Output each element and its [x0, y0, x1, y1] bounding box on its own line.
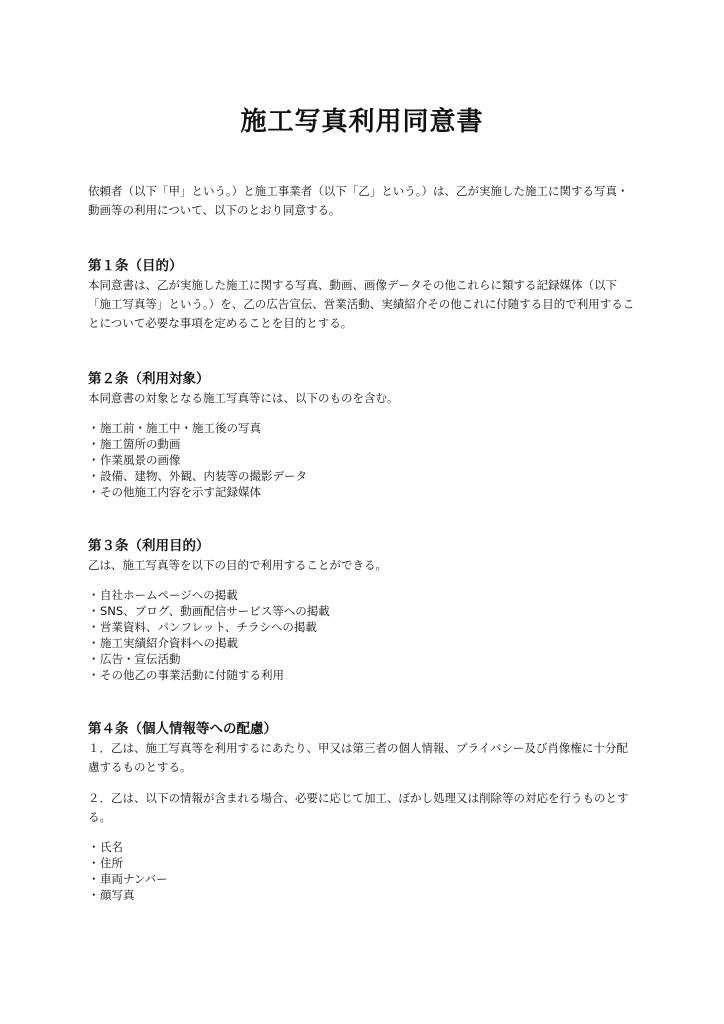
list-item-text: 営業資料、パンフレット、チラシへの掲載	[100, 620, 317, 634]
bullet-mark: ・	[88, 652, 100, 666]
list-item	[88, 855, 636, 871]
article-heading: 第４条（個人情報等への配慮）	[88, 721, 277, 737]
bullet-mark: ・	[88, 469, 100, 483]
article-4	[88, 719, 636, 903]
bullet-mark: ・	[88, 668, 100, 682]
list-item	[88, 452, 636, 468]
bullet-mark: ・	[88, 888, 100, 902]
article-body	[88, 739, 636, 827]
list-item	[88, 468, 636, 484]
article-heading: 第３条（利用目的）	[88, 538, 210, 554]
document-title: 施工写真利用同意書	[240, 107, 484, 137]
bullet-mark: ・	[88, 604, 100, 618]
article-paragraph: ２．乙は、以下の情報が含まれる場合、必要に応じて加工、ぼかし処理又は削除等の対応を行うものとする。	[88, 791, 629, 824]
bullet-mark: ・	[88, 636, 100, 650]
list-item-text: 氏名	[100, 840, 123, 854]
list-item-text: 住所	[100, 856, 123, 870]
bullet-list	[88, 839, 636, 903]
list-item	[88, 667, 636, 683]
list-item-text: 自社ホームページへの掲載	[100, 588, 238, 602]
list-item-text: 車両ナンバー	[100, 872, 168, 886]
article-body	[88, 389, 636, 408]
article-paragraph: 乙は、施工写真等を以下の目的で利用することができる。	[88, 558, 387, 572]
article-heading: 第２条（利用対象）	[88, 371, 210, 387]
list-item	[88, 603, 636, 619]
article-2	[88, 369, 636, 500]
list-item-text: 施工実績紹介資料への掲載	[100, 636, 238, 650]
bullet-mark: ・	[88, 437, 100, 451]
article-heading: 第１条（目的）	[88, 258, 183, 274]
list-item-text: その他乙の事業活動に付随する利用	[100, 668, 284, 682]
bullet-mark: ・	[88, 485, 100, 499]
list-item-text: 作業風景の画像	[100, 453, 181, 467]
article-body	[88, 276, 636, 333]
article-paragraph: 本同意書は、乙が実施した施工に関する写真、動画、画像データその他これらに類する記録媒体（以下「施工写真等」という。）を、乙の広告宣伝、営業活動、実績紹介その他これに付随する目的で利用することについて必要な事項を定めることを目的とする。	[88, 278, 635, 330]
bullet-mark: ・	[88, 421, 100, 435]
list-item	[88, 484, 636, 500]
list-item-text: 顔写真	[100, 888, 135, 902]
bullet-mark: ・	[88, 856, 100, 870]
bullet-mark: ・	[88, 453, 100, 467]
bullet-list	[88, 587, 636, 683]
list-item	[88, 839, 636, 855]
list-item-text: 施工前・施工中・施工後の写真	[100, 421, 261, 435]
article-body	[88, 556, 636, 575]
article-paragraph: １．乙は、施工写真等を利用するにあたり、甲又は第三者の個人情報、プライバシー及び肖像権に十分配慮するものとする。	[88, 741, 628, 774]
bullet-list	[88, 420, 636, 500]
article-1	[88, 256, 636, 333]
list-item	[88, 436, 636, 452]
list-item	[88, 420, 636, 436]
bullet-mark: ・	[88, 620, 100, 634]
list-item	[88, 651, 636, 667]
bullet-mark: ・	[88, 588, 100, 602]
list-item	[88, 887, 636, 903]
article-3	[88, 536, 636, 683]
list-item-text: 広告・宣伝活動	[100, 652, 181, 666]
bullet-mark: ・	[88, 840, 100, 854]
list-item	[88, 871, 636, 887]
list-item-text: 設備、建物、外観、内装等の撮影データ	[100, 469, 307, 483]
list-item	[88, 635, 636, 651]
list-item-text: その他施工内容を示す記録媒体	[100, 485, 261, 499]
bullet-mark: ・	[88, 872, 100, 886]
intro-paragraph: 依頼者（以下「甲」という。）と施工事業者（以下「乙」という。）は、乙が実施した施工に関する写真・動画等の利用について、以下のとおり同意する。	[88, 184, 629, 217]
article-paragraph: 本同意書の対象となる施工写真等には、以下のものを含む。	[88, 391, 399, 405]
list-item	[88, 587, 636, 603]
list-item-text: 施工箇所の動画	[100, 437, 181, 451]
list-item	[88, 619, 636, 635]
articles-container	[88, 256, 636, 903]
list-item-text: SNS、ブログ、動画配信サービス等への掲載	[100, 604, 330, 618]
